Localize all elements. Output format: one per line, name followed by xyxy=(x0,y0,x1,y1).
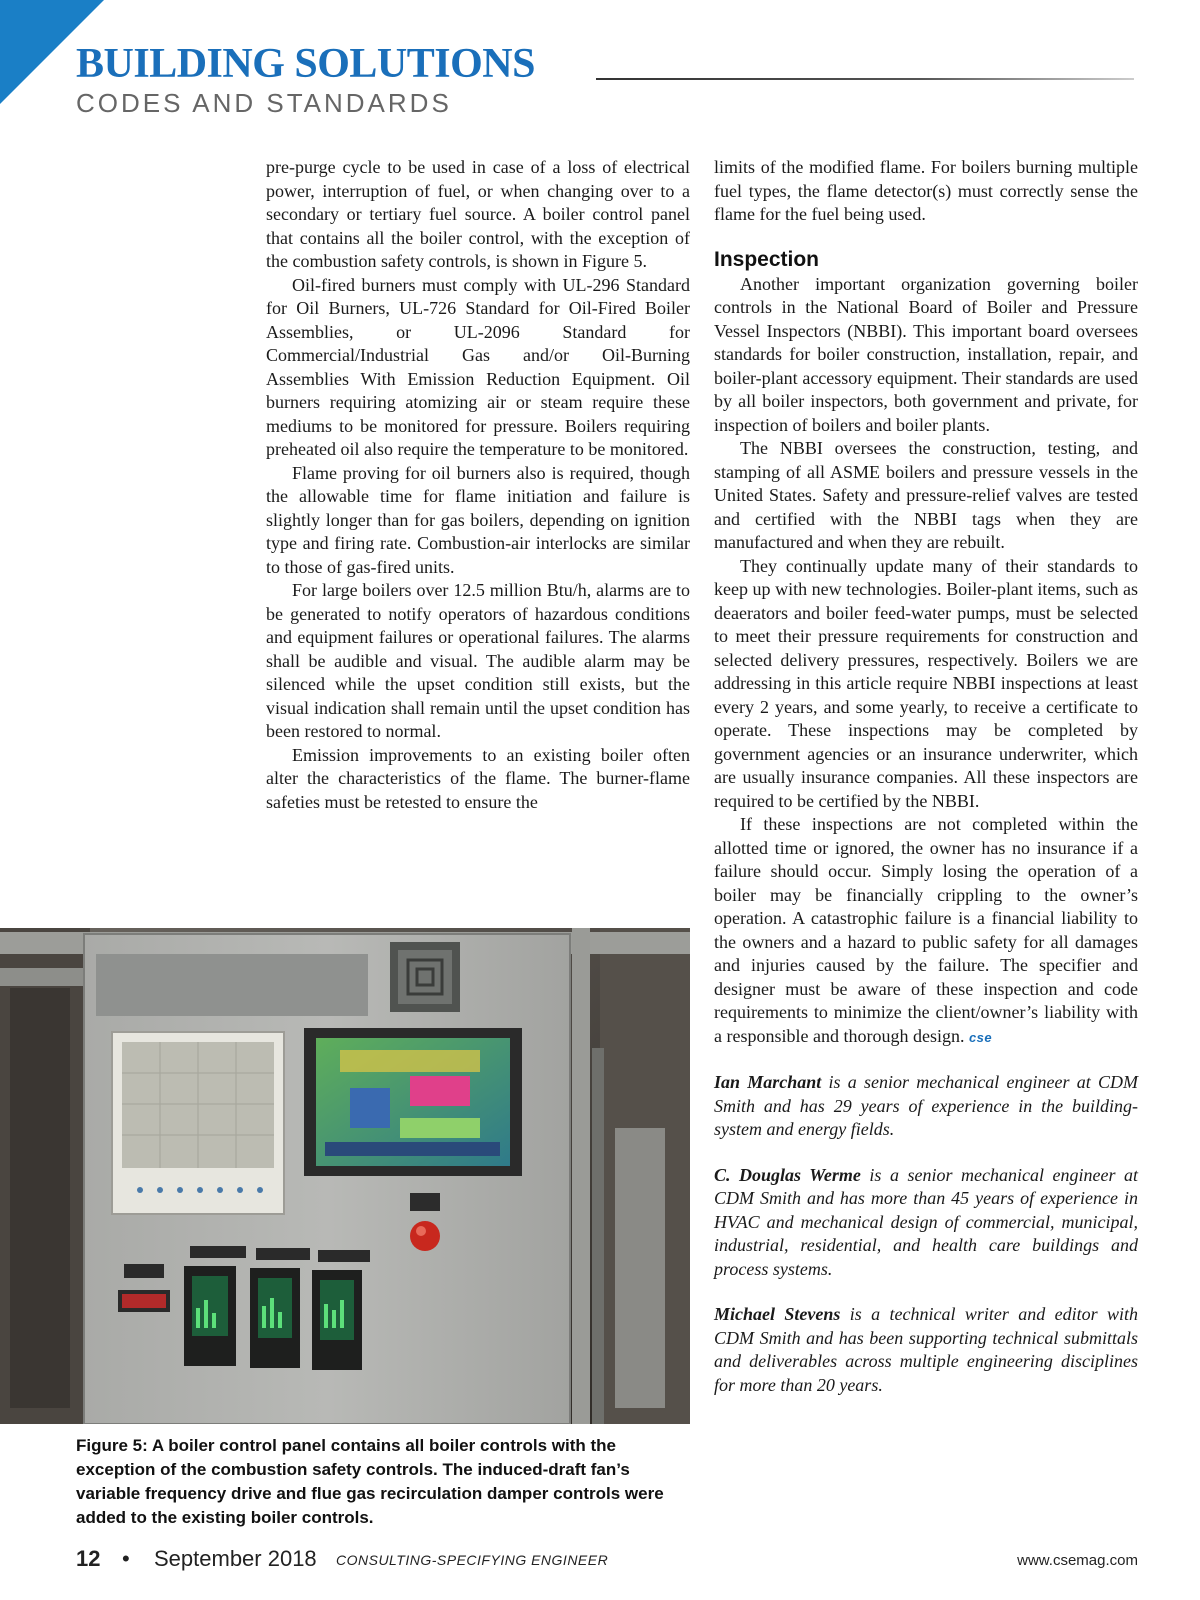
author-name: Ian Marchant xyxy=(714,1072,822,1092)
cse-end-mark: cse xyxy=(968,1029,993,1045)
author-text: is a technical writer and editor with CDM Smith and has been supporting technical submittals and deliverables across multiple engineering disciplines for more than 20 years. xyxy=(714,1304,1138,1395)
author-name: C. Douglas Werme xyxy=(714,1164,861,1185)
paragraph-final xyxy=(714,813,1138,1049)
paragraph: limits of the modified flame. For boilers burning multiple fuel types, the flame detector(s) must correctly sense the flame for the fuel being used. xyxy=(714,157,1138,224)
paragraph: Another important organization governing boiler controls in the National Board of Boiler and Pressure Vessel Inspectors (NBBI). This important board oversees standards for boiler construction, installation, repair, and boiler-plant accessory equipment. Their standards are used by all boiler inspectors, both government and private, for inspection of boilers and boiler plants. xyxy=(714,273,1138,435)
author-text: is a senior mechanical engineer at CDM Smith and has 29 years of experience in the building-system and energy fields. xyxy=(714,1072,1138,1139)
boiler-control-panel-photo xyxy=(0,928,690,1424)
paragraph-text: If these inspections are not completed within the allotted time or ignored, the owner has no insurance if a failure should occur. Simply losing the operation of a boiler may be financially crippling to the owner’s operation. A catastrophic failure is a financial liability to the owners and a hazard to public safety for all damages and injuries caused by the failure. The specifier and designer must be aware of these inspection and code requirements to minimize the client/owner’s liability with a responsible and thorough design. xyxy=(714,814,1138,1046)
right-column xyxy=(714,156,1138,1397)
section-subtitle: CODES AND STANDARDS xyxy=(76,88,452,118)
website-link[interactable]: www.csemag.com xyxy=(1017,1552,1138,1569)
panel-illustration xyxy=(0,928,690,1424)
author-text: is a senior mechanical engineer at CDM Smith and has more than 45 years of experience in HVAC and mechanical design of commercial, municipal, industrial, residential, and health care buildings and process systems. xyxy=(714,1164,1138,1279)
author-bio xyxy=(714,1164,1138,1282)
page-number: 12 xyxy=(76,1546,101,1571)
paragraph: pre-purge cycle to be used in case of a loss of electrical power, interruption of fuel, or when changing over to a secondary or tertiary fuel source. A boiler control panel that contains all the boiler control, with the exception of the combustion safety controls, is shown in Figure 5. xyxy=(266,157,690,271)
author-name: Michael Stevens xyxy=(714,1304,841,1324)
header-rule xyxy=(596,78,1134,80)
magazine-name: CONSULTING-SPECIFYING ENGINEER xyxy=(336,1552,609,1568)
footer-bullet: • xyxy=(122,1546,130,1571)
paragraph: Emission improvements to an existing boiler often alter the characteristics of the flame. The burner-flame safeties must be retested to ensure the xyxy=(266,744,690,812)
author-bio xyxy=(714,1071,1138,1142)
page-footer xyxy=(76,1546,1138,1576)
paragraph: Oil-fired burners must comply with UL-296 Standard for Oil Burners, UL-726 Standard for Oil-Fired Boiler Assemblies, or UL-2096 Standard for Commercial/Industrial Gas and/or Oil-Burning Assemblies With Emission Reduction Equipment. Oil burners requiring atomizing air or steam require these mediums to be monitored for pressure. Boilers requiring preheated oil also require the temperature to be monitored. xyxy=(266,274,690,459)
paragraph: For large boilers over 12.5 million Btu/h, alarms are to be generated to notify operators of hazardous conditions and equipment failures or operational failures. The alarms shall be audible and visual. The audible alarm may be silenced while the upset condition still exists, but the visual indication shall remain until the upset condition has been restored to normal. xyxy=(266,580,690,741)
figure-caption: Figure 5: A boiler control panel contains all boiler controls with the exception of the combustion safety controls. The induced-draft fan’s variable frequency drive and flue gas recirculation damper controls were added to the existing boiler controls. xyxy=(76,1436,664,1527)
issue-date: September 2018 xyxy=(154,1546,317,1571)
paragraph: The NBBI oversees the construction, testing, and stamping of all ASME boilers and pressure vessels in the United States. Safety and pressure-relief valves are tested and certified with the NBBI tags when they are manufactured and when they are rebuilt. xyxy=(714,438,1138,552)
section-title: BUILDING SOLUTIONS xyxy=(76,41,535,87)
author-bio xyxy=(714,1303,1138,1397)
left-column xyxy=(266,156,690,814)
section-heading: Inspection xyxy=(714,247,820,271)
paragraph: They continually update many of their standards to keep up with new technologies. Boiler-plant items, such as deaerators and boiler feed-water pumps, must be selected to meet their pressure requirements for construction and selected delivery pressures, respectively. Boilers we are addressing in this article require NBBI inspections at least every 2 years, and some yearly, to receive a certificate to operate. These inspections may be completed by government agencies or an insurance underwriter, which are usually insurance companies. All these inspectors are required to be certified by the NBBI. xyxy=(714,555,1138,811)
paragraph: Flame proving for oil burners also is required, though the allowable time for flame initiation and failure is slightly longer than for gas boilers, depending on ignition type and firing rate. Combustion-air interlocks are similar to those of gas-fired units. xyxy=(266,462,690,577)
